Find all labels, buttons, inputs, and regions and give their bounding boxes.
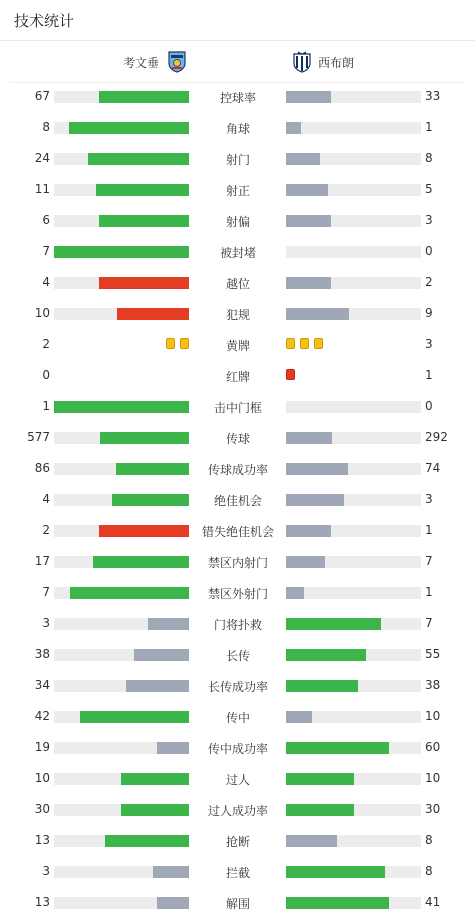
- stat-row: [0, 733, 475, 764]
- away-bar-track: [286, 587, 421, 599]
- away-bar-fill: [286, 525, 331, 537]
- home-bar-fill: [54, 401, 189, 413]
- stat-label: 错失绝佳机会: [201, 525, 274, 539]
- away-bar-fill: [286, 91, 331, 103]
- home-bar-fill: [80, 711, 189, 723]
- stat-row: [0, 516, 475, 547]
- stat-label: 越位: [225, 277, 250, 291]
- stat-label: 传球成功率: [207, 463, 268, 477]
- away-bar-track: [286, 742, 421, 754]
- home-value: 17: [34, 554, 50, 568]
- away-bar-track: [286, 184, 421, 196]
- stat-row: [0, 826, 475, 857]
- stat-label: 射偏: [225, 215, 250, 229]
- away-bar-track: [286, 494, 421, 506]
- home-value: 3: [42, 864, 50, 878]
- stat-label: 禁区外射门: [207, 587, 268, 601]
- home-value: 13: [34, 833, 50, 847]
- stat-row: [0, 175, 475, 206]
- away-bar-fill: [286, 277, 331, 289]
- home-bar-track: [54, 556, 189, 568]
- home-bar-track: [54, 308, 189, 320]
- home-value: 10: [34, 771, 50, 785]
- home-team[interactable]: [123, 51, 187, 73]
- home-bar-fill: [117, 308, 189, 320]
- home-bar-track: [54, 587, 189, 599]
- stat-row: [0, 888, 475, 919]
- away-bar-fill: [286, 835, 337, 847]
- away-bar-fill: [286, 215, 331, 227]
- away-bar-track: [286, 246, 421, 258]
- stat-label: 犯规: [225, 308, 250, 322]
- stat-row: [0, 113, 475, 144]
- away-bar-fill: [286, 494, 344, 506]
- home-bar-fill: [126, 680, 189, 692]
- away-bar-track: [286, 897, 421, 909]
- home-bar-track: [54, 122, 189, 134]
- stat-row: [0, 671, 475, 702]
- away-bar-fill: [286, 649, 366, 661]
- away-bar-fill: [286, 153, 320, 165]
- away-value: 1: [425, 585, 433, 599]
- stat-label: 被封堵: [219, 246, 256, 260]
- away-bar-fill: [286, 463, 348, 475]
- away-value: 1: [425, 368, 433, 382]
- away-value: 2: [425, 275, 433, 289]
- home-bar-fill: [88, 153, 189, 165]
- away-value: 30: [425, 802, 441, 816]
- home-bar-track: [54, 215, 189, 227]
- home-value: 19: [34, 740, 50, 754]
- home-bar-track: [54, 494, 189, 506]
- away-bar-track: [286, 525, 421, 537]
- stat-label: 过人成功率: [207, 804, 268, 818]
- home-value: 34: [34, 678, 50, 692]
- home-bar-fill: [105, 835, 189, 847]
- away-team-name: 西布朗: [318, 55, 355, 70]
- stat-label: 长传成功率: [207, 680, 268, 694]
- yellow-card-icon: [166, 338, 175, 349]
- teams-header: [10, 40, 465, 83]
- away-value: 3: [425, 337, 433, 351]
- home-value: 7: [42, 585, 50, 599]
- home-value: 38: [34, 647, 50, 661]
- away-bar-fill: [286, 587, 304, 599]
- home-value: 42: [34, 709, 50, 723]
- stat-label: 角球: [225, 122, 250, 136]
- stat-label: 门将扑救: [213, 618, 262, 632]
- home-bar-track: [54, 866, 189, 878]
- stat-label: 绝佳机会: [213, 494, 262, 508]
- away-bar-track: [286, 649, 421, 661]
- home-bar-fill: [134, 649, 189, 661]
- yellow-card-icon: [314, 338, 323, 349]
- home-bar-fill: [148, 618, 189, 630]
- home-value: 3: [42, 616, 50, 630]
- stat-label: 过人: [225, 773, 250, 787]
- away-value: 5: [425, 182, 433, 196]
- stat-row: [0, 206, 475, 237]
- home-value: 2: [42, 523, 50, 537]
- home-bar-track: [54, 432, 189, 444]
- home-bar-fill: [69, 122, 189, 134]
- away-value: 60: [425, 740, 441, 754]
- stat-row: [0, 578, 475, 609]
- away-bar-track: [286, 804, 421, 816]
- stat-row: [0, 485, 475, 516]
- home-bar-fill: [157, 897, 189, 909]
- away-value: 9: [425, 306, 433, 320]
- home-bar-track: [54, 680, 189, 692]
- home-value: 13: [34, 895, 50, 909]
- home-value: 8: [42, 120, 50, 134]
- away-bar-fill: [286, 680, 358, 692]
- away-value: 0: [425, 244, 433, 258]
- home-value: 7: [42, 244, 50, 258]
- west-brom-crest-icon: [292, 51, 312, 73]
- away-bar-fill: [286, 897, 389, 909]
- away-cards: [286, 369, 300, 380]
- away-value: 1: [425, 523, 433, 537]
- stats-list: [0, 82, 475, 919]
- stat-row: [0, 547, 475, 578]
- away-value: 3: [425, 213, 433, 227]
- away-bar-fill: [286, 618, 381, 630]
- stat-label: 黄牌: [225, 339, 250, 353]
- away-bar-track: [286, 153, 421, 165]
- stat-label: 传球: [225, 432, 250, 446]
- away-bar-track: [286, 680, 421, 692]
- away-bar-track: [286, 835, 421, 847]
- stat-label: 长传: [225, 649, 250, 663]
- home-value: 24: [34, 151, 50, 165]
- stat-row: [0, 268, 475, 299]
- away-value: 8: [425, 151, 433, 165]
- away-value: 10: [425, 709, 441, 723]
- home-bar-track: [54, 773, 189, 785]
- away-bar-track: [286, 277, 421, 289]
- away-bar-track: [286, 711, 421, 723]
- stat-row: [0, 764, 475, 795]
- away-bar-track: [286, 463, 421, 475]
- home-bar-fill: [96, 184, 189, 196]
- away-bar-fill: [286, 866, 385, 878]
- away-value: 292: [425, 430, 448, 444]
- home-value: 10: [34, 306, 50, 320]
- home-bar-fill: [70, 587, 189, 599]
- home-bar-track: [54, 246, 189, 258]
- away-bar-track: [286, 401, 421, 413]
- home-bar-track: [54, 897, 189, 909]
- away-bar-track: [286, 773, 421, 785]
- away-bar-fill: [286, 432, 332, 444]
- away-value: 74: [425, 461, 441, 475]
- home-bar-fill: [112, 494, 189, 506]
- page-title: 技术统计: [14, 12, 75, 30]
- away-bar-fill: [286, 184, 328, 196]
- away-bar-fill: [286, 742, 389, 754]
- yellow-card-icon: [300, 338, 309, 349]
- home-bar-track: [54, 618, 189, 630]
- away-bar-fill: [286, 308, 349, 320]
- yellow-card-icon: [286, 338, 295, 349]
- home-bar-track: [54, 401, 189, 413]
- away-team[interactable]: [292, 51, 354, 73]
- stat-row: [0, 330, 475, 361]
- away-value: 10: [425, 771, 441, 785]
- away-bar-track: [286, 91, 421, 103]
- away-value: 7: [425, 554, 433, 568]
- stat-row: [0, 609, 475, 640]
- home-bar-track: [54, 153, 189, 165]
- stat-label: 抢断: [225, 835, 250, 849]
- home-value: 577: [27, 430, 50, 444]
- away-bar-track: [286, 432, 421, 444]
- stat-row: [0, 795, 475, 826]
- away-bar-track: [286, 308, 421, 320]
- home-bar-fill: [153, 866, 189, 878]
- home-bar-fill: [157, 742, 189, 754]
- home-bar-fill: [54, 246, 189, 258]
- stat-row: [0, 82, 475, 113]
- away-bar-track: [286, 556, 421, 568]
- stat-label: 红牌: [225, 370, 250, 384]
- stat-row: [0, 702, 475, 733]
- home-bar-track: [54, 463, 189, 475]
- away-bar-track: [286, 618, 421, 630]
- away-bar-fill: [286, 556, 325, 568]
- header-bar: [0, 0, 475, 41]
- home-bar-track: [54, 742, 189, 754]
- home-bar-fill: [93, 556, 189, 568]
- home-bar-fill: [121, 804, 189, 816]
- home-bar-track: [54, 91, 189, 103]
- home-bar-track: [54, 184, 189, 196]
- home-bar-track: [54, 835, 189, 847]
- stat-row: [0, 454, 475, 485]
- home-bar-track: [54, 525, 189, 537]
- home-value: 6: [42, 213, 50, 227]
- away-bar-fill: [286, 773, 354, 785]
- home-value: 2: [42, 337, 50, 351]
- away-value: 0: [425, 399, 433, 413]
- away-value: 38: [425, 678, 441, 692]
- stat-label: 射正: [225, 184, 250, 198]
- away-value: 55: [425, 647, 441, 661]
- stat-row: [0, 640, 475, 671]
- away-value: 41: [425, 895, 441, 909]
- away-value: 8: [425, 864, 433, 878]
- home-bar-fill: [116, 463, 189, 475]
- away-bar-fill: [286, 804, 354, 816]
- away-value: 33: [425, 89, 441, 103]
- home-bar-track: [54, 711, 189, 723]
- stat-label: 控球率: [219, 91, 256, 105]
- stat-row: [0, 857, 475, 888]
- home-value: 4: [42, 492, 50, 506]
- home-value: 67: [34, 89, 50, 103]
- stat-label: 禁区内射门: [207, 556, 268, 570]
- home-value: 86: [34, 461, 50, 475]
- home-bar-track: [54, 804, 189, 816]
- home-bar-fill: [99, 91, 189, 103]
- away-bar-track: [286, 215, 421, 227]
- stat-row: [0, 144, 475, 175]
- away-value: 3: [425, 492, 433, 506]
- home-bar-track: [54, 649, 189, 661]
- stat-label: 传中成功率: [207, 742, 268, 756]
- home-bar-track: [54, 277, 189, 289]
- away-value: 8: [425, 833, 433, 847]
- home-team-name: 考文垂: [122, 55, 159, 70]
- stat-row: [0, 237, 475, 268]
- home-value: 30: [34, 802, 50, 816]
- away-value: 1: [425, 120, 433, 134]
- stat-label: 拦截: [225, 866, 250, 880]
- away-bar-track: [286, 122, 421, 134]
- home-bar-fill: [99, 277, 189, 289]
- home-bar-fill: [100, 432, 189, 444]
- home-cards: [161, 338, 189, 349]
- yellow-card-icon: [180, 338, 189, 349]
- away-bar-track: [286, 866, 421, 878]
- red-card-icon: [286, 369, 295, 380]
- home-value: 0: [42, 368, 50, 382]
- coventry-crest-icon: [167, 51, 187, 73]
- home-value: 11: [34, 182, 50, 196]
- home-value: 4: [42, 275, 50, 289]
- away-bar-fill: [286, 711, 312, 723]
- away-cards: [286, 338, 328, 349]
- home-bar-fill: [99, 525, 189, 537]
- stat-row: [0, 299, 475, 330]
- home-bar-fill: [121, 773, 189, 785]
- stat-label: 击中门框: [213, 401, 262, 415]
- stat-row: [0, 392, 475, 423]
- stat-label: 射门: [225, 153, 250, 167]
- away-bar-fill: [286, 122, 301, 134]
- home-bar-fill: [99, 215, 189, 227]
- stat-label: 解围: [225, 897, 250, 911]
- stat-row: [0, 361, 475, 392]
- away-value: 7: [425, 616, 433, 630]
- stat-label: 传中: [225, 711, 250, 725]
- home-value: 1: [42, 399, 50, 413]
- stat-row: [0, 423, 475, 454]
